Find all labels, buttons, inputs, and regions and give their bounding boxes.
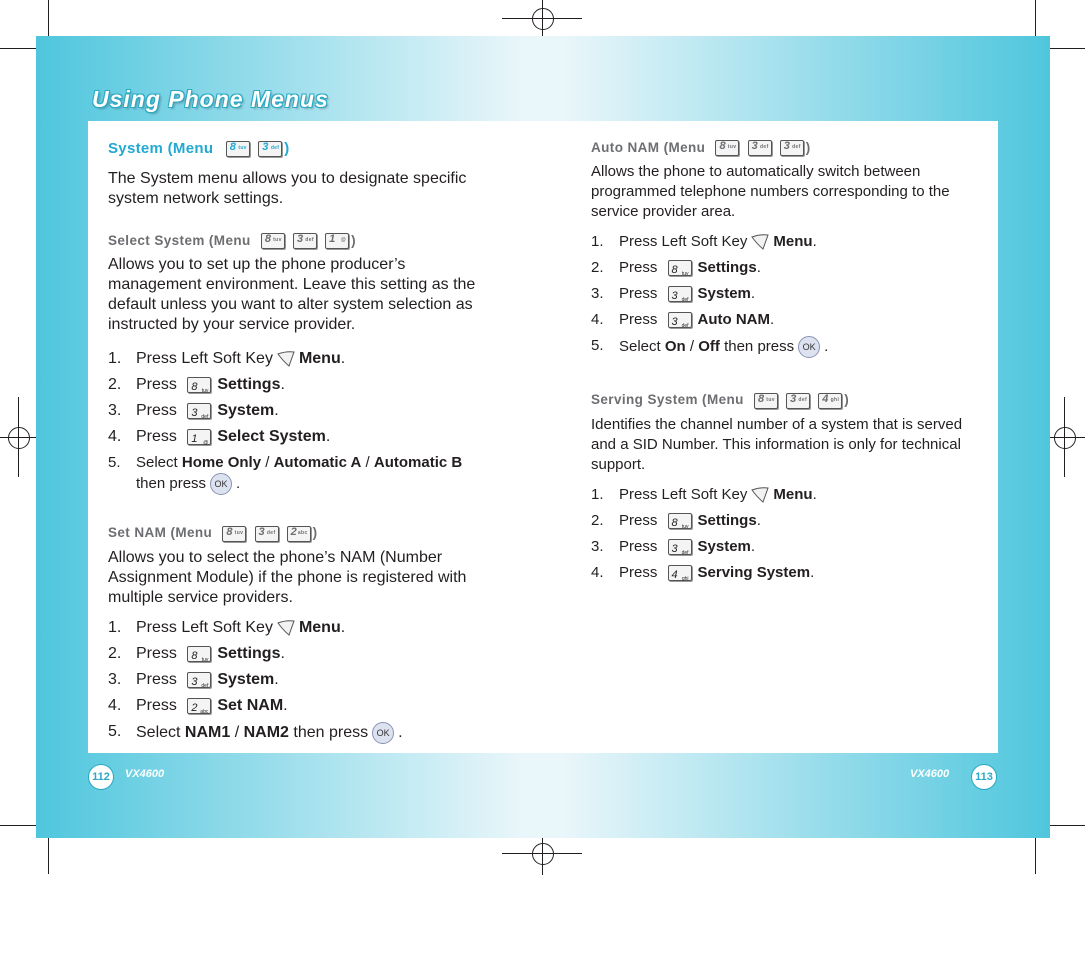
- list-item: 5. Select On / Off then press OK .: [591, 336, 976, 358]
- model-label-right: VX4600: [910, 768, 950, 780]
- key-8-icon: 8 tuv: [668, 513, 692, 529]
- list-item: 2. Press 8 tuv Settings.: [108, 644, 285, 663]
- section-heading-auto-nam: Auto NAM (Menu 8 tuv 3 def 3 def ): [591, 140, 811, 155]
- crop-mark: [0, 825, 36, 826]
- left-soft-key-icon: [751, 234, 769, 250]
- key-3-icon: 3 def: [780, 140, 804, 156]
- model-label-left: VX4600: [125, 768, 165, 780]
- page-title: Using Phone Menus: [92, 86, 329, 112]
- registration-mark: [8, 427, 30, 449]
- serving-system-steps: [591, 485, 976, 583]
- registration-mark: [532, 843, 554, 865]
- list-item: 3. Press 3 def System.: [108, 402, 279, 421]
- ok-key-icon: OK: [210, 473, 232, 495]
- crop-mark: [1035, 838, 1036, 874]
- key-8-icon: 8 tuv: [715, 140, 739, 156]
- section-heading-set-nam: Set NAM (Menu 8 tuv 3 def 2 abc ): [108, 525, 318, 541]
- list-item: 4. Press 2 abc Set NAM.: [108, 696, 288, 715]
- key-8-icon: 8 tuv: [222, 526, 246, 542]
- key-8-icon: 8 tuv: [187, 646, 211, 662]
- key-8-icon: 8 tuv: [226, 141, 250, 157]
- key-3-icon: 3 def: [668, 312, 692, 328]
- list-item: 3. Press 3 def System.: [591, 537, 756, 556]
- list-item: 3. Press 3 def System.: [591, 285, 756, 304]
- key-8-icon: 8 tuv: [754, 393, 778, 409]
- key-3-icon: 3 def: [187, 672, 211, 688]
- set-nam-steps: [108, 618, 493, 744]
- list-item: 1. Press Left Soft Key Menu.: [591, 485, 817, 503]
- list-item: 2. Press 8 tuv Settings.: [591, 259, 761, 278]
- key-4-icon: 4 ghi: [668, 565, 692, 581]
- select-system-description: Allows you to set up the phone producer’s management environment. Leave this setting as the default unless you want to alter system selection as instructed by your service provider.: [108, 256, 476, 334]
- key-3-icon: 3 def: [668, 539, 692, 555]
- list-item: 2. Press 8 tuv Settings.: [108, 376, 285, 395]
- key-2-icon: 2 abc: [287, 526, 311, 542]
- left-soft-key-icon: [751, 487, 769, 503]
- key-1-icon: 1 @: [187, 429, 211, 445]
- ok-key-icon: OK: [798, 336, 820, 358]
- page-number-left: 112: [88, 764, 114, 790]
- section-heading-select-system: Select System (Menu 8 tuv 3 def 1 @ ): [108, 233, 357, 249]
- key-3-icon: 3 def: [258, 141, 282, 157]
- crop-mark: [48, 838, 49, 874]
- left-soft-key-icon: [277, 620, 295, 636]
- list-item: 4. Press 1 @ Select System.: [108, 428, 331, 447]
- crop-mark: [0, 48, 36, 49]
- list-item: 1. Press Left Soft Key Menu.: [591, 233, 817, 251]
- key-3-icon: 3 def: [293, 233, 317, 249]
- crop-mark: [1050, 48, 1085, 49]
- list-item: 4. Press 3 def Auto NAM.: [591, 311, 775, 330]
- crop-mark: [48, 0, 49, 36]
- right-column: [591, 140, 976, 583]
- key-4-icon: 4 ghi: [818, 393, 842, 409]
- left-soft-key-icon: [277, 351, 295, 367]
- list-item: 5. Select NAM1 / NAM2 then press OK .: [108, 722, 493, 744]
- key-8-icon: 8 tuv: [261, 233, 285, 249]
- key-3-icon: 3 def: [786, 393, 810, 409]
- list-item: 1. Press Left Soft Key Menu.: [108, 350, 346, 368]
- list-item: 1. Press Left Soft Key Menu.: [108, 618, 346, 636]
- list-item: 5. Select Home Only / Automatic A / Automatic B then press OK .: [108, 453, 493, 495]
- list-item: 2. Press 8 tuv Settings.: [591, 511, 761, 530]
- left-column: [108, 140, 493, 744]
- serving-system-description: Identifies the channel number of a system that is served and a SID Number. This information is only for technical support.: [591, 415, 963, 473]
- section-heading-serving-system: Serving System (Menu 8 tuv 3 def 4 ghi ): [591, 392, 850, 408]
- key-1-icon: 1 @: [325, 233, 349, 249]
- list-item: 3. Press 3 def System.: [108, 670, 279, 689]
- registration-mark: [532, 8, 554, 30]
- key-3-icon: 3 def: [668, 286, 692, 302]
- select-system-steps: [108, 349, 493, 495]
- section-heading-system: System (Menu 8 tuv 3 def ): [108, 140, 290, 157]
- system-description: The System menu allows you to designate specific system network settings.: [108, 170, 467, 208]
- key-3-icon: 3 def: [748, 140, 772, 156]
- key-2-icon: 2 abc: [187, 698, 211, 714]
- auto-nam-steps: [591, 232, 976, 358]
- key-3-icon: 3 def: [255, 526, 279, 542]
- auto-nam-description: Allows the phone to automatically switch between programmed telephone numbers corresponding to the service provider area.: [591, 163, 950, 221]
- ok-key-icon: OK: [372, 722, 394, 744]
- crop-mark: [1050, 825, 1085, 826]
- set-nam-description: Allows you to select the phone’s NAM (Number Assignment Module) if the phone is registered with multiple service providers.: [108, 548, 467, 606]
- page-number-right: 113: [971, 764, 997, 790]
- list-item: 4. Press 4 ghi Serving System.: [591, 563, 815, 582]
- crop-mark: [1035, 0, 1036, 36]
- key-3-icon: 3 def: [187, 403, 211, 419]
- registration-mark: [1054, 427, 1076, 449]
- key-8-icon: 8 tuv: [187, 377, 211, 393]
- key-8-icon: 8 tuv: [668, 260, 692, 276]
